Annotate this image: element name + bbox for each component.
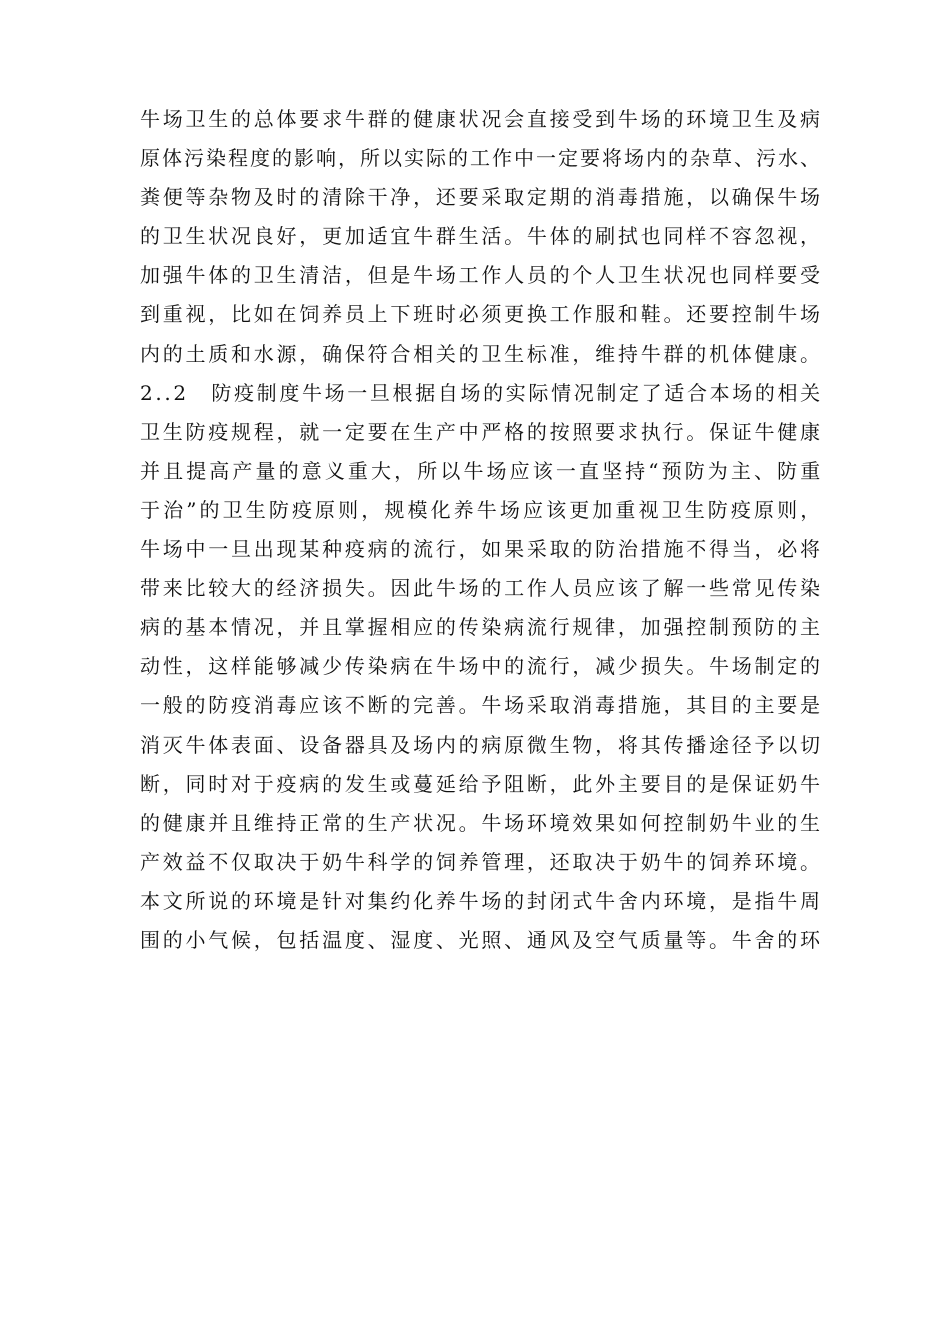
text-line-3: 粪便等杂物及时的清除干净，还要采取定期的消毒措施，以确保牛场 xyxy=(140,185,823,210)
text-line-21: 本文所说的环境是针对集约化养牛场的封闭式牛舍内环境，是指牛周 xyxy=(140,888,823,913)
text-line-1: 牛场卫生的总体要求牛群的健康状况会直接受到牛场的环境卫生及病 xyxy=(140,107,823,131)
text-line-7: 内的土质和水源，确保符合相关的卫生标准，维持牛群的机体健康。 xyxy=(140,341,823,366)
text-line-5: 加强牛体的卫生清洁，但是牛场工作人员的个人卫生状况也同样要受 xyxy=(140,263,823,288)
text-line-10: 并且提高产量的意义重大，所以牛场应该一直坚持“预防为主、防重 xyxy=(140,458,824,483)
text-line-13: 带来比较大的经济损失。因此牛场的工作人员应该了解一些常见传染 xyxy=(140,576,823,601)
text-line-11: 于治”的卫生防疫原则，规模化养牛场应该更加重视卫生防疫原则， xyxy=(140,497,824,522)
text-line-20: 产效益不仅取决于奶牛科学的饲养管理，还取决于奶牛的饲养环境。 xyxy=(140,849,823,874)
text-line-15: 动性，这样能够减少传染病在牛场中的流行，减少损失。牛场制定的 xyxy=(140,654,823,679)
text-line-9: 卫生防疫规程，就一定要在生产中严格的按照要求执行。保证牛健康 xyxy=(140,419,823,444)
body-text xyxy=(140,100,824,960)
text-line-12: 牛场中一旦出现某种疫病的流行，如果采取的防治措施不得当，必将 xyxy=(140,537,823,562)
text-line-8: 2..2 防疫制度牛场一旦根据自场的实际情况制定了适合本场的相关 xyxy=(140,380,823,405)
text-line-4: 的卫生状况良好，更加适宜牛群生活。牛体的刷拭也同样不容忽视， xyxy=(140,224,823,249)
text-line-22: 围的小气候，包括温度、湿度、光照、通风及空气质量等。牛舍的环 xyxy=(140,927,823,952)
text-line-18: 断，同时对于疫病的发生或蔓延给予阻断，此外主要目的是保证奶牛 xyxy=(140,771,823,796)
text-line-14: 病的基本情况，并且掌握相应的传染病流行规律，加强控制预防的主 xyxy=(140,615,823,640)
text-line-6: 到重视，比如在饲养员上下班时必须更换工作服和鞋。还要控制牛场 xyxy=(140,302,823,327)
text-line-2: 原体污染程度的影响，所以实际的工作中一定要将场内的杂草、污水、 xyxy=(140,146,822,171)
text-line-17: 消灭牛体表面、设备器具及场内的病原微生物，将其传播途径予以切 xyxy=(140,732,823,757)
text-line-16: 一般的防疫消毒应该不断的完善。牛场采取消毒措施，其目的主要是 xyxy=(140,693,823,718)
text-line-19: 的健康并且维持正常的生产状况。牛场环境效果如何控制奶牛业的生 xyxy=(140,810,823,835)
